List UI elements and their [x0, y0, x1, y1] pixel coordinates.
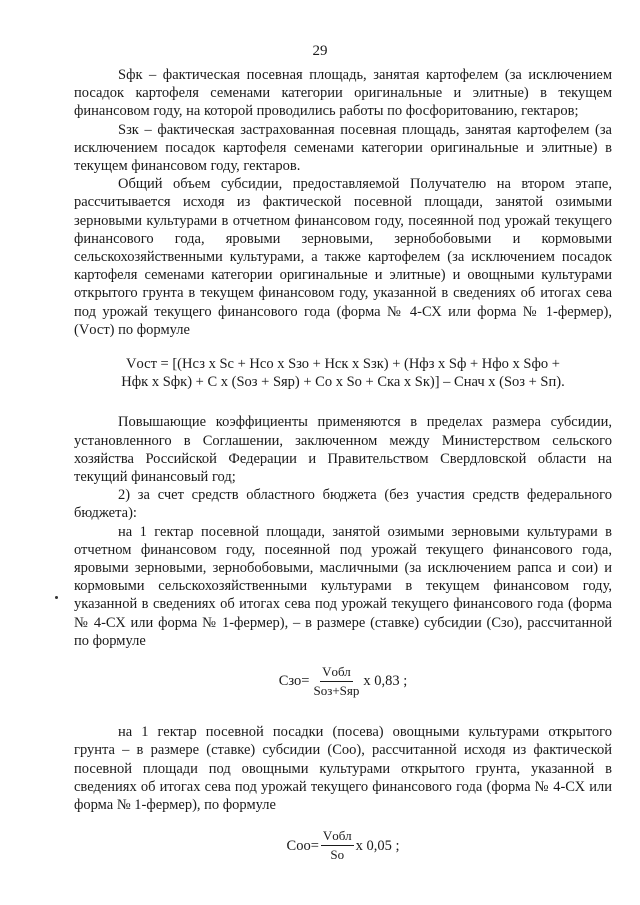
formula-soo-lhs: Соо=	[286, 837, 319, 854]
formula-szo	[74, 664, 612, 699]
formula-szo-rhs: x 0,83 ;	[363, 673, 408, 690]
formula-soo-fraction	[321, 828, 354, 863]
formula-soo	[74, 828, 612, 863]
formula-vost-line-2: Нфк x Sфк) + С x (Sоз + Sяр) + Со x Sо + Ска x Sк)] – Снач x (Sоз + Sп).	[121, 374, 565, 391]
formula-soo-denominator: Sо	[330, 847, 345, 863]
formula-szo-denominator: Sоз+Sяр	[313, 683, 360, 699]
formula-vost	[74, 355, 612, 391]
page-content	[74, 66, 612, 863]
formula-vost-line-1: Vост = [(Нсз x Sс + Нсо x Sзо + Нск x Sзк) + (Нфз x Sф + Нфо x Sфо +	[126, 356, 560, 373]
definition-szk: Sзк – фактическая застрахованная посевная площадь, занятая картофелем (за исключением посадок картофеля семенами категории оригинальные и элитные) в текущем финансовом году, гектаров.	[74, 121, 612, 175]
formula-szo-lhs: Сзо=	[278, 673, 310, 690]
definition-sfk: Sфк – фактическая посевная площадь, занятая картофелем (за исключением посадок картофеля семенами категории оригинальные и элитные) в текущем финансовом году, на которой проводились работы по фосфоритованию, гектаров;	[74, 67, 612, 120]
paragraph-regional-budget: 2) за счет средств областного бюджета (без участия средств федерального бюджета):	[74, 487, 612, 522]
formula-soo-rhs: x 0,05 ;	[355, 837, 400, 854]
formula-soo-numerator: Vобл	[321, 828, 354, 846]
margin-dot	[55, 596, 58, 599]
paragraph-vegetable-rate: на 1 гектар посевной посадки (посева) овощными культурами открытого грунта – в размере (ставке) субсидии (Соо), рассчитанной исходя из фактической посевной площади под овощными культурами открытого грунта, указанной в сведениях об итогах сева под урожай текущего финансового года (форма № 4-СХ или форма № 1-фермер), по формуле	[74, 724, 612, 813]
paragraph-coefficients: Повышающие коэффициенты применяются в пределах размера субсидии, установленного в Соглашении, заключенном между Министерством сельского хозяйства Российской Федерации и Правительством Свердловской области на текущий финансовый год;	[74, 414, 612, 486]
formula-szo-fraction	[311, 664, 361, 699]
page-number: 29	[312, 43, 328, 59]
paragraph-grain-rate: на 1 гектар посевной площади, занятой озимыми зерновыми культурами в отчетном финансовом году, посеянной под урожай текущего финансового года, яровыми зерновыми, зернобобовыми, масличными (за исключением рапса и сои) и кормовыми сельскохозяйственными культурами в текущем финансовом году, указанной в сведениях об итогах сева под урожай текущего финансового года (форма № 4-СХ или форма № 1-фермер), – в размере (ставке) субсидии (Сзо), рассчитанной по формуле	[74, 523, 612, 649]
paragraph-total-subsidy: Общий объем субсидии, предоставляемой Получателю на втором этапе, рассчитывается исходя из фактической посевной площади, занятой озимыми зерновыми культурами в отчетном финансовом году, посеянной под урожай текущего финансового года, яровыми зерновыми, зернобобовыми и кормовыми сельскохозяйственными культурами, а также картофелем (за исключением посадок картофеля семенами категории оригинальные и элитные) и овощными культурами открытого грунта в текущем финансовом году, указанной в сведениях об итогах сева под урожай текущего финансового года (форма № 4-СХ или форма № 1-фермер), (Vост) по формуле	[74, 176, 612, 338]
formula-szo-numerator: Vобл	[320, 664, 353, 682]
